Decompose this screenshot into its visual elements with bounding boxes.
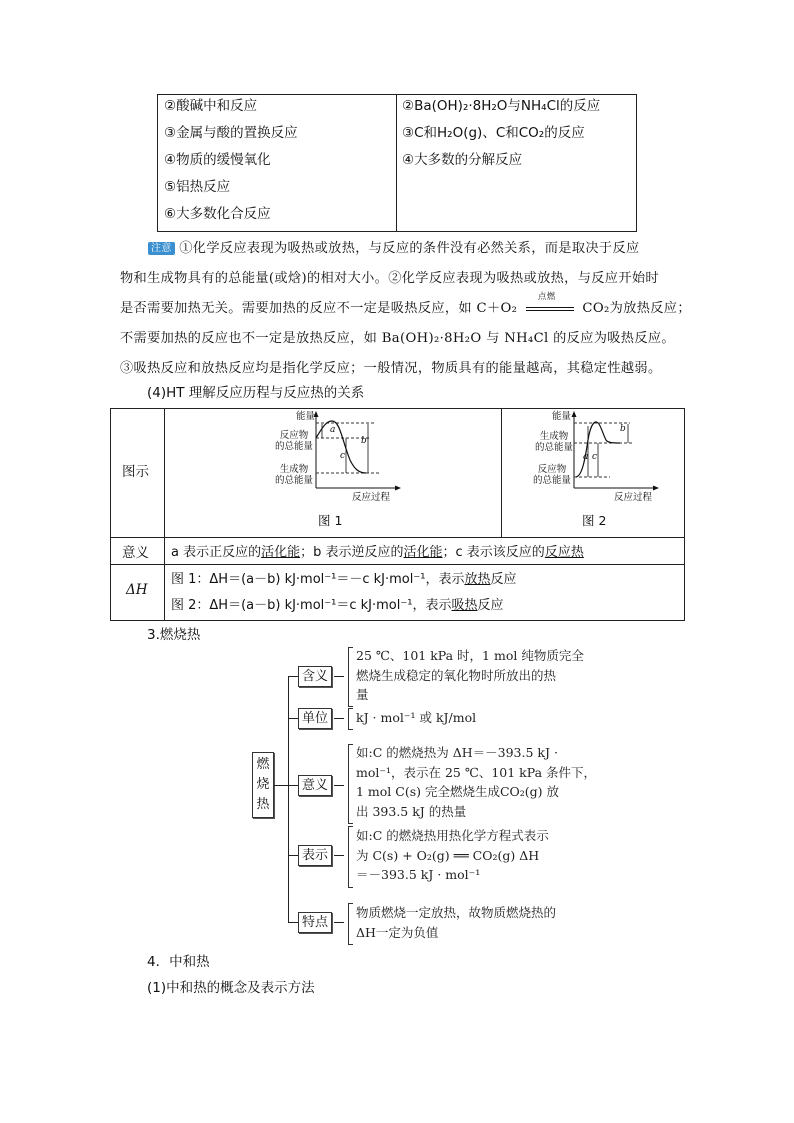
section-heading: (4)HT 理解反应历程与反应热的关系 — [147, 385, 365, 401]
fig1-label-c: c — [340, 451, 346, 461]
fig1-product-energy: 生成物 的总能量 — [274, 464, 313, 486]
branch-label-unit: 单位 — [298, 708, 332, 729]
fig1-x-title: 反应过程 — [352, 492, 391, 503]
branch-label-expression: 表示 — [298, 845, 332, 866]
note-paragraph — [120, 234, 691, 384]
list-item: ⑥大多数化合反应 — [164, 206, 271, 222]
note-line: 不需要加热的反应也不一定是放热反应，如 Ba(OH)₂·8H₂O 与 NH₄Cl 的反应为吸热反应。 — [120, 331, 675, 346]
list-item: ⑤铝热反应 — [164, 179, 231, 195]
endothermic-list — [402, 95, 634, 176]
branch-text-unit: kJ · mol⁻¹ 或 kJ/mol — [356, 710, 477, 725]
branch-label-feature: 特点 — [298, 912, 332, 933]
note-line: 物和生成物具有的总能量(或焓)的相对大小。②化学反应表现为吸热或放热，与反应开始时 — [120, 271, 659, 286]
fig2-product-energy: 生成物 的总能量 — [534, 431, 573, 453]
delta-h-fig2: 图 2：ΔH＝(a－b) kJ·mol⁻¹＝c kJ·mol⁻¹，表示吸热反应 — [171, 598, 504, 613]
row-label-delta-h: ΔH — [126, 582, 148, 598]
list-item: ③C和H₂O(g)、C和CO₂的反应 — [402, 125, 585, 141]
fig2-label-b: b — [620, 424, 626, 434]
note-badge: 注意 — [148, 242, 175, 255]
branch-label-meaning: 含义 — [298, 666, 332, 687]
branch-text-feature: 物质燃烧一定放热，故物质燃烧热的 ΔH一定为负值 — [356, 905, 557, 940]
fig1-y-title: 能量 — [296, 411, 316, 422]
fig1-reactant-energy: 反应物 的总能量 — [274, 430, 313, 452]
fig2-caption: 图 2 — [582, 513, 607, 528]
list-item: ②酸碱中和反应 — [164, 98, 258, 114]
list-item: ②Ba(OH)₂·8H₂O与NH₄Cl的反应 — [402, 98, 601, 114]
row-label-meaning: 意义 — [122, 545, 149, 561]
fig2-label-a: a — [583, 452, 589, 462]
note-line: 是否需要加热无关。需要加热的反应不一定是吸热反应，如 C＋O₂ — [120, 301, 518, 316]
row-label-diagram: 图示 — [122, 464, 149, 480]
branch-text-meaning: 25 ℃、101 kPa 时，1 mol 纯物质完全 燃烧生成稳定的氧化物时所放出的热 量 — [356, 648, 584, 702]
combustion-heat-root: 燃烧热 — [252, 752, 274, 818]
list-item: ④大多数的分解反应 — [402, 152, 523, 168]
meaning-text: a 表示正反应的活化能；b 表示逆反应的活化能；c 表示该反应的反应热 — [171, 545, 584, 560]
fig1-label-b: b — [361, 436, 367, 446]
delta-h-fig1: 图 1：ΔH＝(a－b) kJ·mol⁻¹＝－c kJ·mol⁻¹，表示放热反应 — [171, 572, 517, 587]
reaction-arrow — [526, 291, 574, 316]
fig2-reactant-energy: 反应物 的总能量 — [532, 464, 571, 486]
fig2-label-c: c — [592, 452, 598, 462]
exothermic-list — [164, 95, 394, 230]
note-line: ①化学反应表现为吸热或放热，与反应的条件没有必然关系，而是取决于反应 — [179, 241, 640, 256]
section-heading: 4．中和热 — [147, 954, 210, 970]
figure-2-endothermic-diagram — [530, 410, 690, 502]
list-item: ④物质的缓慢氧化 — [164, 152, 271, 168]
branch-label-significance: 意义 — [298, 775, 332, 796]
fig2-x-title: 反应过程 — [614, 492, 653, 503]
fig1-label-a: a — [330, 425, 336, 435]
section-heading: 3.燃烧热 — [147, 627, 201, 643]
subsection-heading: (1)中和热的概念及表示方法 — [147, 980, 315, 996]
list-item: ③金属与酸的置换反应 — [164, 125, 298, 141]
branch-text-significance: 如:C 的燃烧热为 ΔH＝－393.5 kJ · mol⁻¹，表示在 25 ℃、101 kPa 条件下， 1 mol C(s) 完全燃烧生成CO₂(g) 放 出 393.5 kJ 的热量 — [356, 745, 597, 819]
reaction-condition: 点燃 — [537, 291, 556, 302]
branch-text-expression: 如:C 的燃烧热用热化学方程式表示 为 C(s) + O₂(g) ══ CO₂(g) ΔH ＝－393.5 kJ · mol⁻¹ — [356, 828, 549, 882]
fig1-caption: 图 1 — [318, 513, 343, 528]
fig2-y-title: 能量 — [552, 411, 572, 422]
note-line: CO₂为放热反应； — [582, 301, 691, 316]
note-line: ③吸热反应和放热反应均是指化学反应；一般情况，物质具有的能量越高，其稳定性越弱。 — [120, 361, 662, 376]
